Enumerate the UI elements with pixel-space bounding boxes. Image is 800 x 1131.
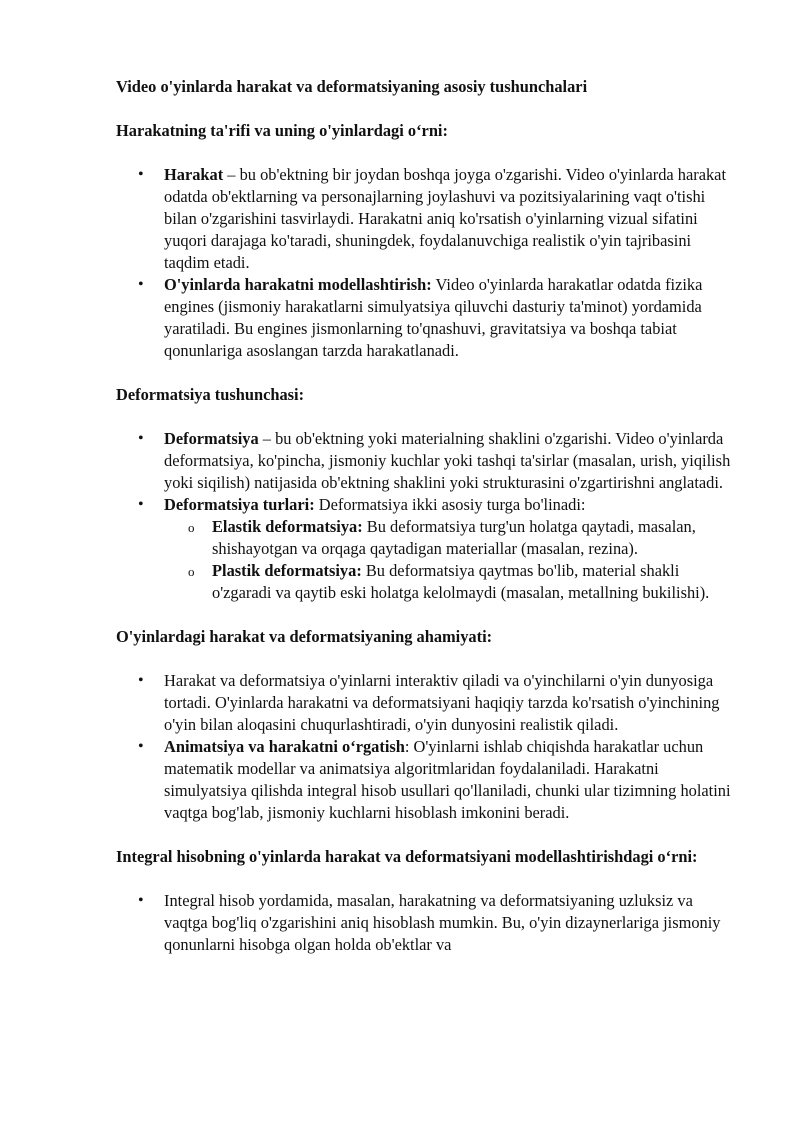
bullet-list xyxy=(116,670,736,824)
term-label: Harakat xyxy=(164,165,224,184)
item-text: Video o'yinlarda harakatlar odatda fizika engines (jismoniy harakatlarni simulyatsiya qiluvchi dasturiy ta'minot) yordamida yaratiladi. Bu engines jismonlarning to'qnashuvi, gravitatsiya va boshqa tabiat qonunlariga asoslangan tarzda harakatlanadi. xyxy=(164,275,703,360)
document-title: Video o'yinlarda harakat va deformatsiyaning asosiy tushunchalari xyxy=(116,77,588,96)
section-heading-ahamiyati: O'yinlardagi harakat va deformatsiyaning ahamiyati: xyxy=(116,627,493,646)
list-item xyxy=(164,670,736,736)
bullet-list xyxy=(116,164,736,362)
list-item xyxy=(164,736,736,824)
section-heading-integral: Integral hisobning o'yinlarda harakat va deformatsiyani modellashtirishdagi o‘rni: xyxy=(116,847,698,866)
sub-list xyxy=(164,516,736,604)
sub-list-item xyxy=(212,560,736,604)
list-item xyxy=(164,494,736,604)
sub-list-item xyxy=(212,516,736,560)
term-label: O'yinlarda harakatni modellashtirish: xyxy=(164,275,432,294)
term-label: Animatsiya va harakatni o‘rgatish xyxy=(164,737,405,756)
item-text: Bu deformatsiya qaytmas bo'lib, material shakli o'zgaradi va qaytib eski holatga kelolmaydi (masalan, metallning bukilishi). xyxy=(212,561,710,602)
list-item xyxy=(164,428,736,494)
list-item xyxy=(164,164,736,274)
item-text: Bu deformatsiya turg'un holatga qaytadi, masalan, shishayotgan va orqaga qaytadigan materiallar (masalan, rezina). xyxy=(212,517,696,558)
term-label: Plastik deformatsiya: xyxy=(212,561,362,580)
section-heading-deformatsiya: Deformatsiya tushunchasi: xyxy=(116,385,305,404)
list-item xyxy=(164,274,736,362)
item-text: – bu ob'ektning yoki materialning shaklini o'zgarishi. Video o'yinlarda deformatsiya, ko'pincha, jismoniy kuchlar yoki tashqi ta'sirlar (masalan, urish, yiqilish yoki siqilish) natijasida ob'ektning shaklini yoki strukturasini o'zgartirishni anglatadi. xyxy=(164,429,731,492)
item-text: Harakat va deformatsiya o'yinlarni interaktiv qiladi va o'yinchilarni o'yin dunyosiga tortadi. O'yinlarda harakatni va deformatsiyani haqiqiy tarzda ko'rsatish o'yinchining o'yin bilan aloqasini chuqurlashtiradi, o'yin dunyosini realistik qiladi. xyxy=(164,671,720,734)
item-text: – bu ob'ektning bir joydan boshqa joyga o'zgarishi. Video o'yinlarda harakat odatda ob'ektlarning va personajlarning joylashuvi va pozitsiyalarining vaqt o'tishi bilan o'zgarishini tasvirlaydi. Harakatni aniq ko'rsatish o'yinlarning vizual sifatini yuqori darajaga ko'taradi, shuningdek, foydalanuvchiga realistik o'yin tajribasini taqdim etadi. xyxy=(164,165,727,272)
list-item xyxy=(164,890,736,956)
item-text: : O'yinlarni ishlab chiqishda harakatlar uchun matematik modellar va animatsiya algoritmlaridan foydalaniladi. Harakatni simulyatsiya qilishda integral hisob usullari qo'llaniladi, chunki ular tizimning holatini vaqtga bog'lab, jismoniy kuchlarni hisoblash imkonini beradi. xyxy=(164,737,731,822)
item-text: Deformatsiya ikki asosiy turga bo'linadi: xyxy=(314,495,586,514)
term-label: Elastik deformatsiya: xyxy=(212,517,363,536)
term-label: Deformatsiya turlari: xyxy=(164,495,315,514)
bullet-list xyxy=(116,428,736,604)
bullet-list xyxy=(116,890,736,956)
section-heading-harakat: Harakatning ta'rifi va uning o'yinlardagi o‘rni: xyxy=(116,121,448,140)
term-label: Deformatsiya xyxy=(164,429,259,448)
item-text: Integral hisob yordamida, masalan, harakatning va deformatsiyaning uzluksiz va vaqtga bog'liq o'zgarishini aniq hisoblash mumkin. Bu, o'yin dizaynerlariga jismoniy qonunlarni hisobga olgan holda ob'ektlar va xyxy=(164,891,721,954)
